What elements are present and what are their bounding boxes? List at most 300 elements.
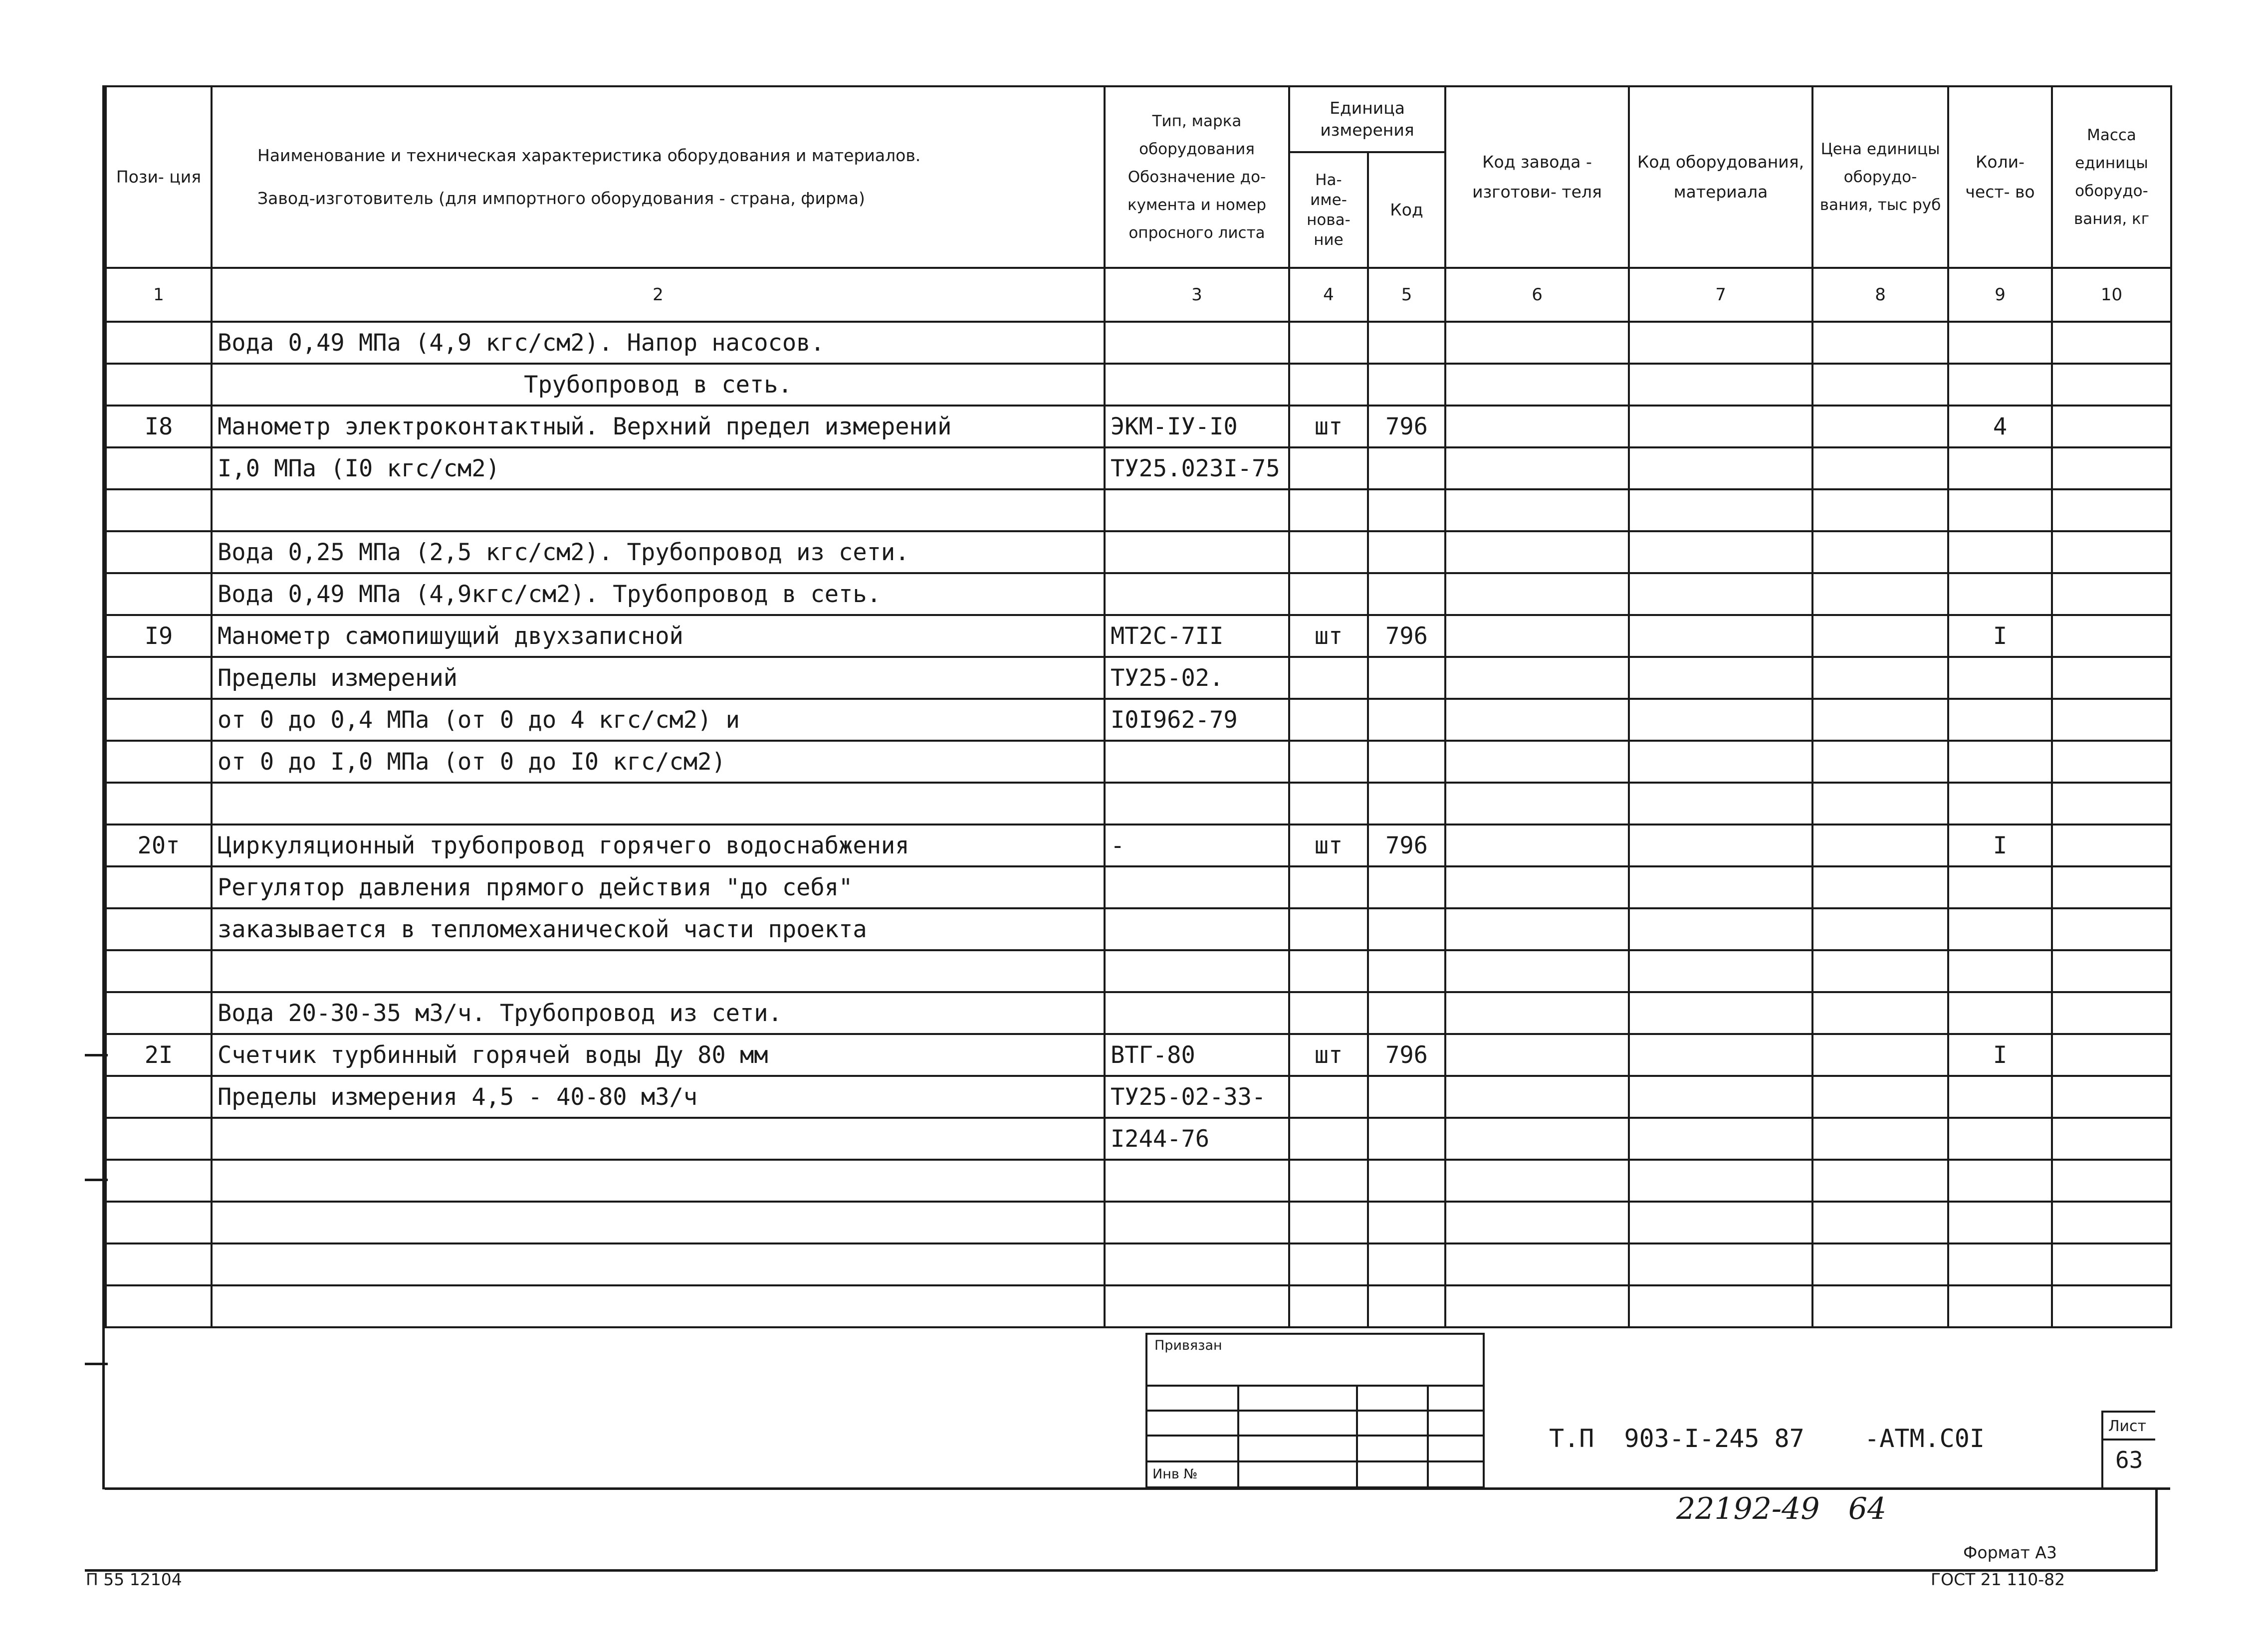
header-mass: Масса единицы оборудо- вания, кг [2052,86,2171,268]
manufacturer-code-cell [1445,825,1629,866]
header-name-line2: Завод-изготовитель (для импортного оборудования - страна, фирма) [257,189,865,208]
price-cell [1812,447,1948,489]
table-row [106,447,2171,489]
header-unit-code: Код [1368,152,1445,268]
sheet-number-box [2101,1411,2155,1489]
type-cell [1105,992,1289,1034]
type-cell: I244-76 [1105,1118,1289,1160]
position-cell [106,573,212,615]
equipment-code-cell [1629,1076,1812,1118]
type-cell [1105,783,1289,825]
table-row [106,1285,2171,1327]
header-manufacturer-code: Код завода - изготови- теля [1445,86,1629,268]
quantity-cell [1948,364,2052,406]
price-cell [1812,825,1948,866]
quantity-cell [1948,322,2052,364]
specification-table [105,85,2172,1328]
manufacturer-code-cell [1445,950,1629,992]
quantity-cell [1948,657,2052,699]
unit-code-cell [1368,992,1445,1034]
unit-name-cell: шт [1289,406,1368,447]
print-code: П 55 12104 [86,1570,182,1589]
type-cell [1105,1202,1289,1243]
margin-tick [85,1363,108,1365]
unit-code-cell [1368,1243,1445,1285]
type-cell: ТУ25-02. [1105,657,1289,699]
mass-cell [2052,699,2171,741]
name-cell: Вода 20-30-35 м3/ч. Трубопровод из сети. [212,992,1105,1034]
quantity-cell [1948,1118,2052,1160]
unit-code-cell [1368,1076,1445,1118]
price-cell [1812,1285,1948,1327]
header-position: Пози- ция [106,86,212,268]
table-row [106,322,2171,364]
position-cell [106,1118,212,1160]
equipment-code-cell [1629,992,1812,1034]
stamp-line [1427,1385,1429,1486]
position-cell [106,1160,212,1202]
stamp-label: Привязан [1154,1338,1222,1353]
header-name [212,86,1105,268]
name-cell: от 0 до I,0 МПа (от 0 до I0 кгс/см2) [212,741,1105,783]
equipment-code-cell [1629,1243,1812,1285]
name-cell: Манометр электроконтактный. Верхний предел измерений [212,406,1105,447]
name-cell: Регулятор давления прямого действия "до себя" [212,866,1105,908]
price-cell [1812,1243,1948,1285]
mass-cell [2052,489,2171,531]
stamp-line [1147,1410,1483,1412]
equipment-code-cell [1629,783,1812,825]
unit-name-cell [1289,992,1368,1034]
unit-name-cell [1289,1118,1368,1160]
name-cell: Вода 0,49 МПа (4,9кгс/см2). Трубопровод в сеть. [212,573,1105,615]
price-cell [1812,1118,1948,1160]
unit-name-cell [1289,657,1368,699]
frame-right-border [2155,1489,2158,1571]
quantity-cell [1948,489,2052,531]
name-cell: Вода 0,49 МПа (4,9 кгс/см2). Напор насосов. [212,322,1105,364]
colnum-4: 4 [1289,268,1368,322]
colnum-2: 2 [212,268,1105,322]
manufacturer-code-cell [1445,364,1629,406]
equipment-code-cell [1629,364,1812,406]
manufacturer-code-cell [1445,1034,1629,1076]
name-cell [212,1160,1105,1202]
header-unit-group: Единица измерения [1289,86,1445,152]
manufacturer-code-cell [1445,615,1629,657]
table-row [106,1243,2171,1285]
equipment-code-cell [1629,406,1812,447]
table-row [106,992,2171,1034]
quantity-cell [1948,866,2052,908]
equipment-code-cell [1629,1285,1812,1327]
table-row [106,699,2171,741]
equipment-code-cell [1629,657,1812,699]
position-cell [106,741,212,783]
manufacturer-code-cell [1445,447,1629,489]
price-cell [1812,1076,1948,1118]
quantity-cell [1948,531,2052,573]
quantity-cell [1948,1202,2052,1243]
name-cell: от 0 до 0,4 МПа (от 0 до 4 кгс/см2) и [212,699,1105,741]
manufacturer-code-cell [1445,699,1629,741]
name-cell: Трубопровод в сеть. [212,364,1105,406]
position-cell: 20т [106,825,212,866]
price-cell [1812,322,1948,364]
quantity-cell [1948,783,2052,825]
mass-cell [2052,950,2171,992]
table-row [106,406,2171,447]
manufacturer-code-cell [1445,489,1629,531]
position-cell [106,447,212,489]
colnum-7: 7 [1629,268,1812,322]
sheet-label: Лист [2108,1418,2147,1435]
equipment-code-cell [1629,866,1812,908]
mass-cell [2052,992,2171,1034]
name-cell: заказывается в тепломеханической части проекта [212,908,1105,950]
colnum-1: 1 [106,268,212,322]
gost-label: ГОСТ 21 110-82 [1931,1570,2065,1589]
manufacturer-code-cell [1445,531,1629,573]
quantity-cell [1948,573,2052,615]
unit-name-cell [1289,573,1368,615]
position-cell [106,489,212,531]
table-body [106,322,2171,1327]
equipment-code-cell [1629,573,1812,615]
table-row [106,825,2171,866]
price-cell [1812,531,1948,573]
unit-code-cell [1368,322,1445,364]
manufacturer-code-cell [1445,573,1629,615]
equipment-code-cell [1629,1118,1812,1160]
table-row [106,950,2171,992]
manufacturer-code-cell [1445,1285,1629,1327]
equipment-code-cell [1629,825,1812,866]
type-cell: МТ2С-7II [1105,615,1289,657]
unit-name-cell [1289,1285,1368,1327]
mass-cell [2052,531,2171,573]
type-cell: ЭКМ-IУ-I0 [1105,406,1289,447]
header-price: Цена единицы оборудо- вания, тыс руб [1812,86,1948,268]
mass-cell [2052,615,2171,657]
equipment-code-cell [1629,447,1812,489]
table-row [106,783,2171,825]
mass-cell [2052,657,2171,699]
type-cell [1105,741,1289,783]
position-cell [106,866,212,908]
unit-name-cell [1289,741,1368,783]
price-cell [1812,950,1948,992]
type-cell [1105,531,1289,573]
table-row [106,908,2171,950]
manufacturer-code-cell [1445,1160,1629,1202]
unit-name-cell [1289,489,1368,531]
quantity-cell [1948,908,2052,950]
manufacturer-code-cell [1445,1118,1629,1160]
type-cell [1105,1285,1289,1327]
unit-code-cell: 796 [1368,1034,1445,1076]
table-bottom-border [105,1487,2170,1490]
table-row [106,1076,2171,1118]
unit-name-cell [1289,364,1368,406]
unit-name-cell [1289,1202,1368,1243]
unit-code-cell [1368,1202,1445,1243]
mass-cell [2052,741,2171,783]
position-cell [106,1076,212,1118]
unit-code-cell [1368,866,1445,908]
colnum-10: 10 [2052,268,2171,322]
price-cell [1812,406,1948,447]
equipment-code-cell [1629,699,1812,741]
mass-cell [2052,825,2171,866]
unit-code-cell [1368,699,1445,741]
quantity-cell [1948,1285,2052,1327]
unit-name-cell [1289,950,1368,992]
table-row [106,573,2171,615]
name-cell: Пределы измерения 4,5 - 40-80 м3/ч [212,1076,1105,1118]
table-row [106,531,2171,573]
price-cell [1812,657,1948,699]
unit-code-cell: 796 [1368,825,1445,866]
quantity-cell: I [1948,615,2052,657]
mass-cell [2052,866,2171,908]
name-cell [212,783,1105,825]
mass-cell [2052,364,2171,406]
type-cell: - [1105,825,1289,866]
mass-cell [2052,1202,2171,1243]
unit-code-cell [1368,950,1445,992]
unit-name-cell: шт [1289,825,1368,866]
header-row-1 [106,86,2171,152]
mass-cell [2052,1076,2171,1118]
sheet-box-divider [2103,1439,2155,1441]
price-cell [1812,364,1948,406]
quantity-cell: 4 [1948,406,2052,447]
manufacturer-code-cell [1445,741,1629,783]
unit-name-cell [1289,1160,1368,1202]
type-cell: ТУ25.023I-75 [1105,447,1289,489]
inventory-number-label: Инв № [1152,1466,1198,1482]
position-cell [106,992,212,1034]
position-cell [106,699,212,741]
name-cell [212,489,1105,531]
position-cell [106,322,212,364]
unit-code-cell [1368,364,1445,406]
position-cell [106,783,212,825]
handwritten-archive-number: 22192-49 64 [1676,1491,1887,1526]
name-cell [212,1118,1105,1160]
table-row [106,657,2171,699]
manufacturer-code-cell [1445,783,1629,825]
price-cell [1812,1160,1948,1202]
name-cell: I,0 МПа (I0 кгс/см2) [212,447,1105,489]
position-cell: I8 [106,406,212,447]
price-cell [1812,573,1948,615]
quantity-cell [1948,992,2052,1034]
document-code: Т.П 903-I-245 87 -АТМ.С0I [1549,1424,1985,1453]
table-row [106,1118,2171,1160]
quantity-cell [1948,1160,2052,1202]
position-cell [106,531,212,573]
price-cell [1812,489,1948,531]
name-cell: Манометр самопишущий двухзаписной [212,615,1105,657]
unit-name-cell [1289,322,1368,364]
unit-name-cell [1289,1076,1368,1118]
colnum-5: 5 [1368,268,1445,322]
unit-name-cell [1289,783,1368,825]
header-equipment-code: Код оборудования, материала [1629,86,1812,268]
unit-code-cell: 796 [1368,406,1445,447]
header-type: Тип, марка оборудования Обозначение до- кумента и номер опросного листа [1105,86,1289,268]
table-row [106,489,2171,531]
position-cell: I9 [106,615,212,657]
type-cell [1105,1243,1289,1285]
position-cell: 2I [106,1034,212,1076]
table-row [106,364,2171,406]
unit-code-cell [1368,573,1445,615]
type-cell: ВТГ-80 [1105,1034,1289,1076]
name-cell: Циркуляционный трубопровод горячего водоснабжения [212,825,1105,866]
unit-code-cell [1368,1160,1445,1202]
position-cell [106,364,212,406]
name-cell [212,1202,1105,1243]
table-row [106,1034,2171,1076]
position-cell [106,1202,212,1243]
mass-cell [2052,1034,2171,1076]
manufacturer-code-cell [1445,657,1629,699]
mass-cell [2052,1118,2171,1160]
colnum-8: 8 [1812,268,1948,322]
price-cell [1812,1202,1948,1243]
unit-code-cell [1368,1118,1445,1160]
sheet-number: 63 [2115,1446,2143,1473]
unit-code-cell: 796 [1368,615,1445,657]
name-cell [212,1285,1105,1327]
name-cell [212,1243,1105,1285]
type-cell [1105,322,1289,364]
position-cell [106,950,212,992]
frame-outer-bottom [85,1569,2155,1572]
type-cell [1105,1160,1289,1202]
unit-name-cell [1289,866,1368,908]
manufacturer-code-cell [1445,1243,1629,1285]
mass-cell [2052,406,2171,447]
colnum-6: 6 [1445,268,1629,322]
manufacturer-code-cell [1445,992,1629,1034]
table-row [106,1202,2171,1243]
quantity-cell: I [1948,825,2052,866]
equipment-code-cell [1629,322,1812,364]
quantity-cell [1948,950,2052,992]
unit-name-cell [1289,447,1368,489]
table-row [106,1160,2171,1202]
name-cell: Пределы измерений [212,657,1105,699]
header-name-line1: Наименование и техническая характеристика оборудования и материалов. [257,146,921,165]
type-cell [1105,950,1289,992]
stamp-line [1147,1385,1483,1387]
equipment-code-cell [1629,489,1812,531]
manufacturer-code-cell [1445,866,1629,908]
unit-name-cell: шт [1289,1034,1368,1076]
quantity-cell [1948,1076,2052,1118]
price-cell [1812,699,1948,741]
manufacturer-code-cell [1445,1202,1629,1243]
position-cell [106,1243,212,1285]
type-cell: ТУ25-02-33- [1105,1076,1289,1118]
position-cell [106,908,212,950]
price-cell [1812,992,1948,1034]
unit-code-cell [1368,783,1445,825]
header-unit-name: На- име- нова- ние [1289,152,1368,268]
equipment-code-cell [1629,950,1812,992]
name-cell: Счетчик турбинный горячей воды Ду 80 мм [212,1034,1105,1076]
price-cell [1812,783,1948,825]
equipment-code-cell [1629,615,1812,657]
quantity-cell [1948,447,2052,489]
mass-cell [2052,573,2171,615]
mass-cell [2052,783,2171,825]
type-cell: I0I962-79 [1105,699,1289,741]
margin-tick [85,1054,108,1056]
unit-code-cell [1368,657,1445,699]
price-cell [1812,615,1948,657]
unit-code-cell [1368,741,1445,783]
table-row [106,741,2171,783]
format-label: Формат А3 [1963,1543,2057,1562]
mass-cell [2052,908,2171,950]
equipment-code-cell [1629,1160,1812,1202]
manufacturer-code-cell [1445,1076,1629,1118]
margin-tick [85,1179,108,1181]
unit-name-cell [1289,531,1368,573]
type-cell [1105,866,1289,908]
mass-cell [2052,1243,2171,1285]
mass-cell [2052,322,2171,364]
quantity-cell [1948,1243,2052,1285]
price-cell [1812,741,1948,783]
equipment-code-cell [1629,741,1812,783]
unit-name-cell [1289,1243,1368,1285]
stamp-line [1356,1385,1358,1486]
table-row [106,866,2171,908]
table-row [106,615,2171,657]
unit-code-cell [1368,908,1445,950]
colnum-9: 9 [1948,268,2052,322]
name-cell: Вода 0,25 МПа (2,5 кгс/см2). Трубопровод из сети. [212,531,1105,573]
mass-cell [2052,1160,2171,1202]
position-cell [106,1285,212,1327]
mass-cell [2052,1285,2171,1327]
binding-stamp [1145,1333,1485,1488]
column-number-row [106,268,2171,322]
stamp-line [1237,1385,1239,1486]
manufacturer-code-cell [1445,406,1629,447]
header-quantity: Коли- чест- во [1948,86,2052,268]
price-cell [1812,908,1948,950]
mass-cell [2052,447,2171,489]
stamp-line [1147,1435,1483,1437]
type-cell [1105,573,1289,615]
unit-code-cell [1368,489,1445,531]
quantity-cell [1948,741,2052,783]
equipment-code-cell [1629,1034,1812,1076]
price-cell [1812,1034,1948,1076]
type-cell [1105,364,1289,406]
type-cell [1105,908,1289,950]
unit-code-cell [1368,447,1445,489]
equipment-code-cell [1629,1202,1812,1243]
manufacturer-code-cell [1445,322,1629,364]
